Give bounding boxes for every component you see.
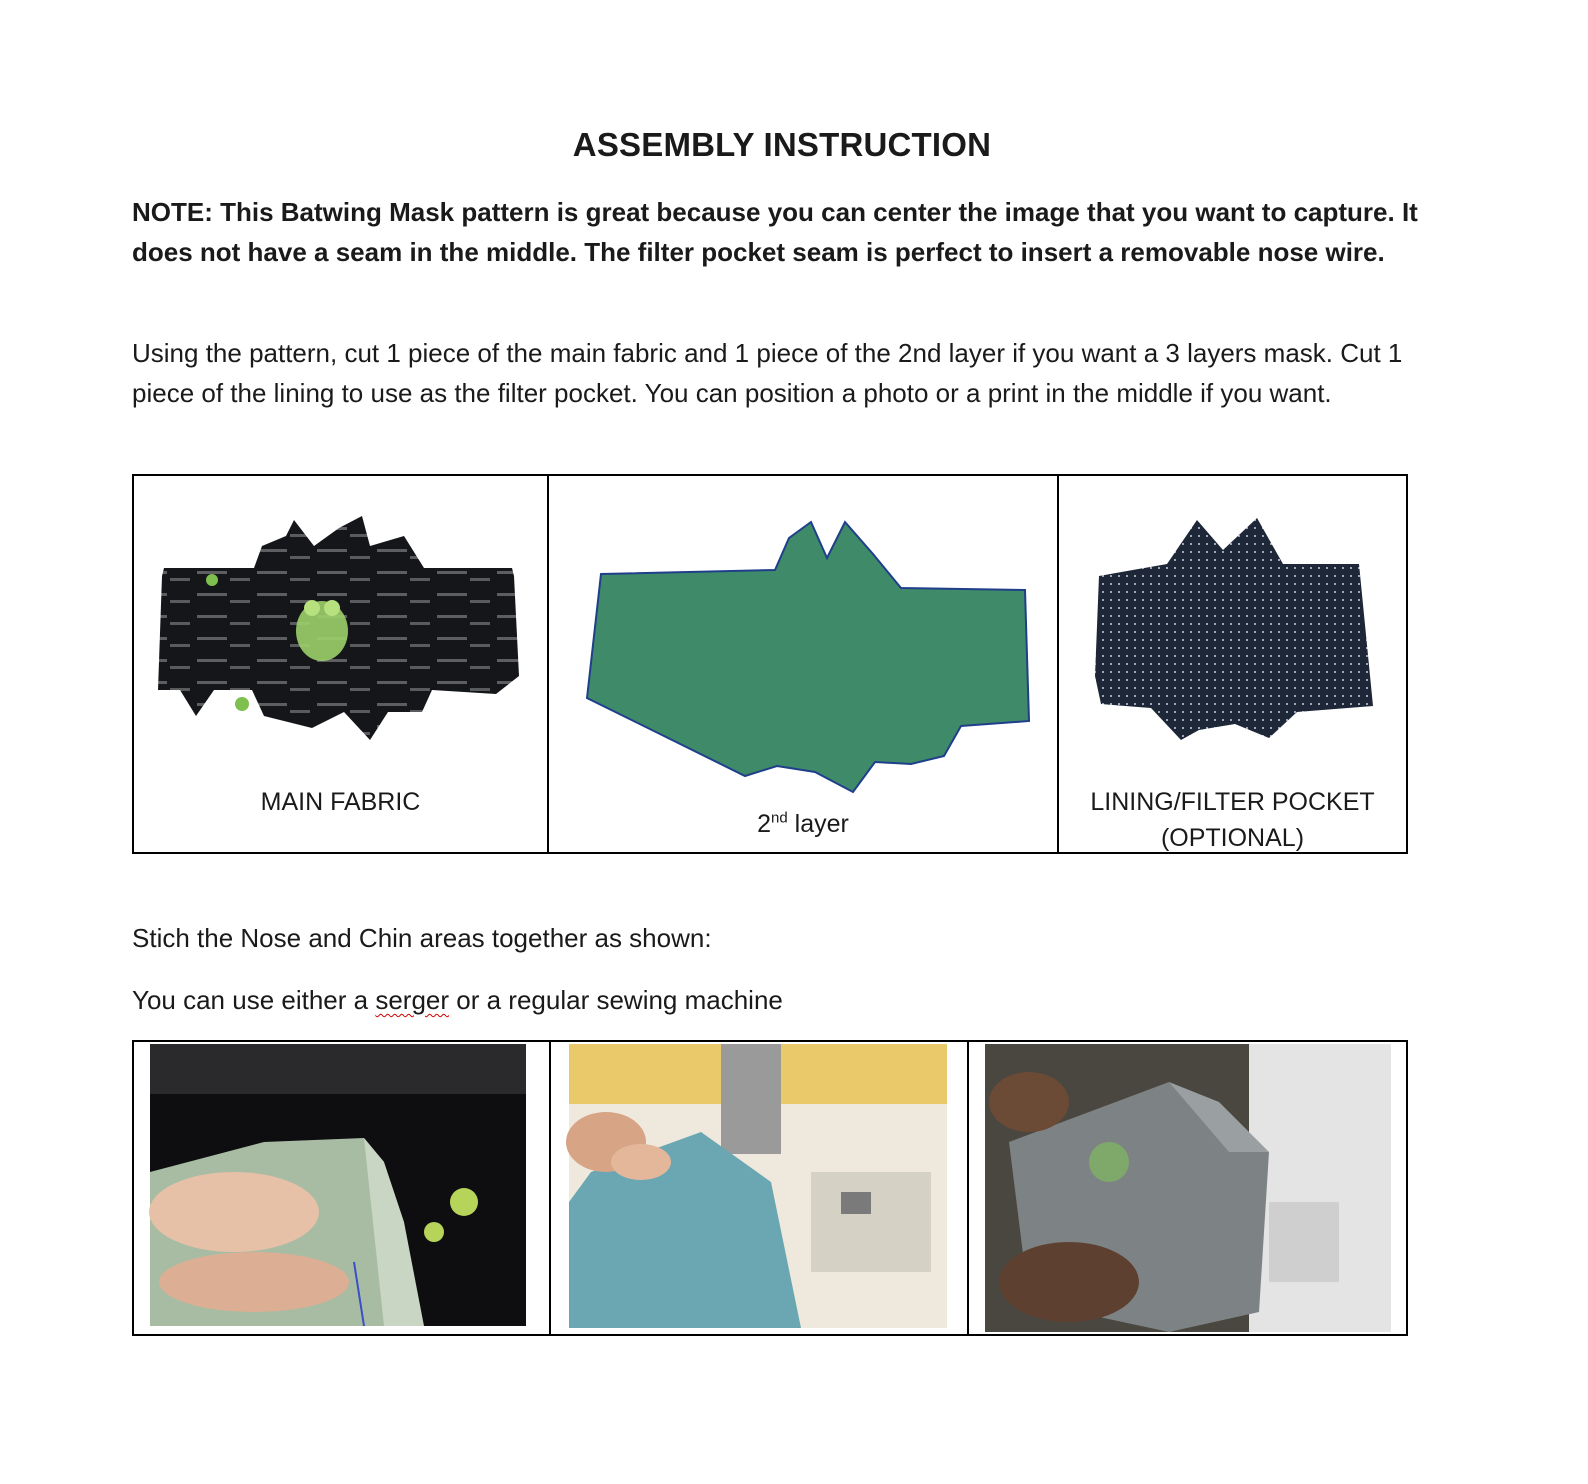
fabric-pieces-table xyxy=(132,474,1408,854)
photo-cell-2 xyxy=(550,1041,968,1335)
spellcheck-flagged-word[interactable]: serger xyxy=(375,985,450,1015)
main-fabric-label: MAIN FABRIC xyxy=(260,788,421,816)
second-layer-image xyxy=(549,476,1057,794)
sewing-machine-photo xyxy=(551,1042,967,1334)
serger-photo xyxy=(969,1042,1406,1334)
second-layer-shape xyxy=(587,522,1029,792)
cutting-instructions: Using the pattern, cut 1 piece of the main fabric and 1 piece of the 2nd layer if you want a 3 layers mask. Cut 1 piece of the lining to use as the filter pocket. You can position a photo or a print in the middle if you want. xyxy=(132,338,1403,408)
lining-cell xyxy=(1058,475,1407,853)
lining-shape xyxy=(1095,518,1373,740)
main-fabric-image xyxy=(134,476,547,776)
note-paragraph: NOTE: This Batwing Mask pattern is great because you can center the image that you want to capture. It does not have a seam in the middle. The filter pocket seam is perfect to insert a removable nose wire. xyxy=(132,197,1418,267)
machine-note: You can use either a serger or a regular sewing machine xyxy=(132,985,783,1015)
second-layer-cell xyxy=(548,475,1058,853)
photo-cell-3 xyxy=(968,1041,1407,1335)
lining-image xyxy=(1059,476,1406,776)
main-fabric-cell xyxy=(133,475,548,853)
lining-label: LINING/FILTER POCKET (OPTIONAL) xyxy=(1090,788,1375,852)
second-layer-label: 2nd layer xyxy=(757,809,849,838)
stitch-instruction: Stich the Nose and Chin areas together as shown: xyxy=(132,923,712,953)
hand-pinning-fabric-photo xyxy=(134,1042,549,1334)
photo-cell-1 xyxy=(133,1041,550,1335)
page-title: ASSEMBLY INSTRUCTION xyxy=(572,126,992,163)
stitching-photos-table xyxy=(132,1040,1408,1336)
